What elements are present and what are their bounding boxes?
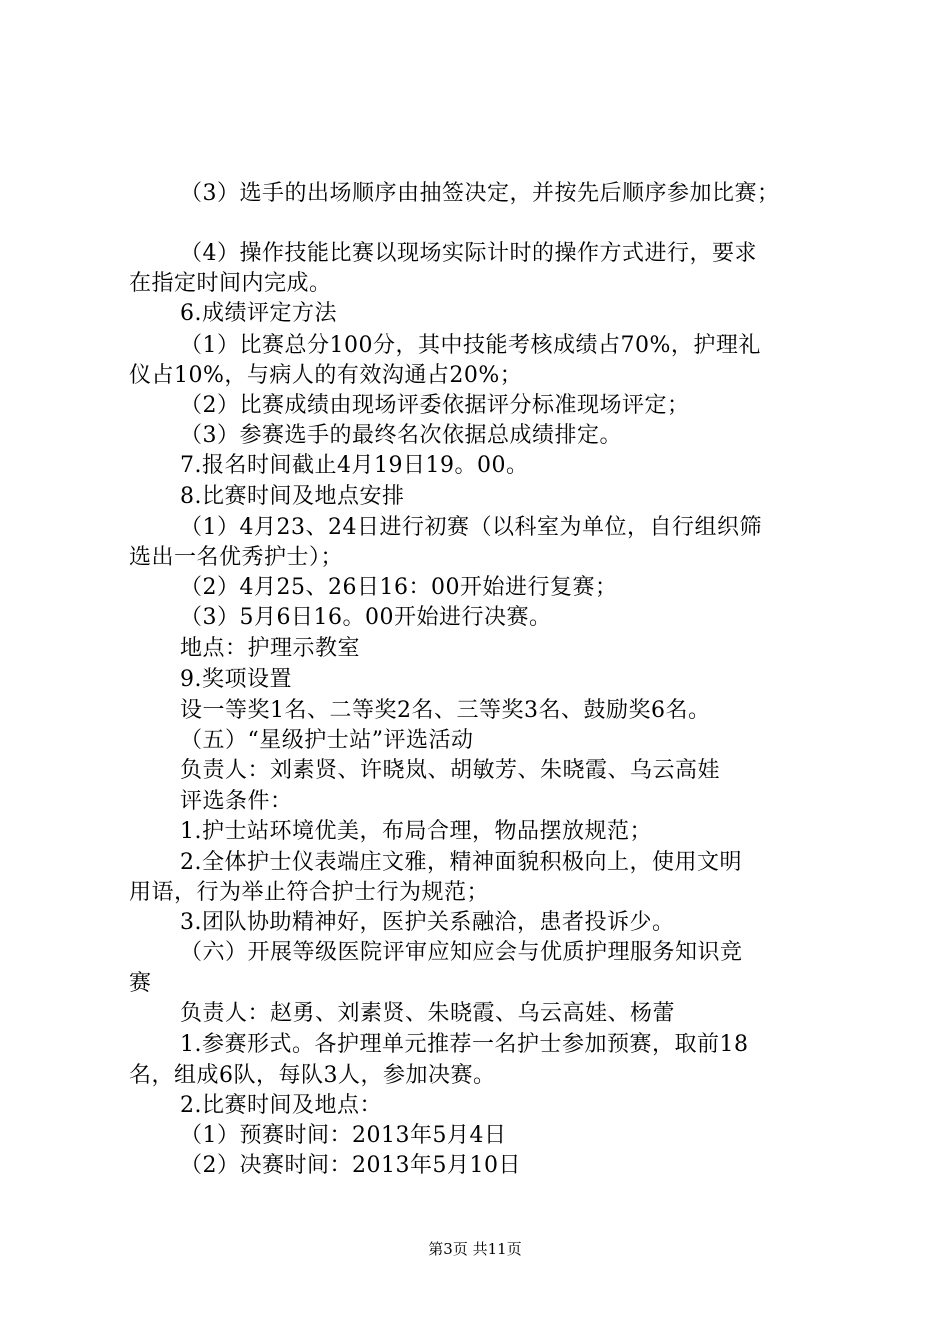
page-footer: 第3页 共11页 xyxy=(428,1240,522,1258)
paragraph-line: 用语，行为举止符合护士行为规范； xyxy=(129,880,490,905)
paragraph-line: 选出一名优秀护士）； xyxy=(129,545,344,570)
paragraph-line: 仪占10%，与病人的有效沟通占20%； xyxy=(129,363,523,388)
paragraph-line: 3.团队协助精神好，医护关系融洽，患者投诉少。 xyxy=(180,910,675,935)
paragraph-line: 地点：护理示教室 xyxy=(180,636,361,661)
paragraph-line: （3）选手的出场顺序由抽签决定，并按先后顺序参加比赛； xyxy=(180,181,780,206)
paragraph-line: （1）4月23、24日进行初赛（以科室为单位，自行组织筛 xyxy=(180,515,762,540)
section-heading: 9.奖项设置 xyxy=(180,667,292,692)
paragraph-line: （2）决赛时间：2013年5月10日 xyxy=(180,1153,521,1178)
paragraph-line: 负责人：刘素贤、许晓岚、胡敏芳、朱晓霞、乌云高娃 xyxy=(180,758,721,783)
paragraph-line: （3）5月6日16。00开始进行决赛。 xyxy=(180,605,552,630)
paragraph-line: 设一等奖1名、二等奖2名、三等奖3名、鼓励奖6名。 xyxy=(180,698,711,723)
paragraph-line: （1）预赛时间：2013年5月4日 xyxy=(180,1123,507,1148)
section-heading: 2.比赛时间及地点： xyxy=(180,1093,382,1118)
paragraph-line: 2.全体护士仪表端庄文雅，精神面貌积极向上，使用文明 xyxy=(180,850,742,875)
paragraph-line: 评选条件： xyxy=(180,789,293,814)
section-heading: （五）“星级护士站”评选活动 xyxy=(180,728,474,753)
paragraph-line: 1.护士站环境优美，布局合理，物品摆放规范； xyxy=(180,819,652,844)
section-heading: 赛 xyxy=(129,971,152,996)
section-heading: 7.报名时间截止4月19日19。00。 xyxy=(180,453,529,478)
paragraph-line: （2）4月25、26日16：00开始进行复赛； xyxy=(180,575,618,600)
paragraph-line: （2）比赛成绩由现场评委依据评分标准现场评定； xyxy=(180,393,690,418)
section-heading: 8.比赛时间及地点安排 xyxy=(180,484,405,509)
paragraph-line: 1.参赛形式。各护理单元推荐一名护士参加预赛，取前18 xyxy=(180,1032,749,1057)
paragraph-line: 在指定时间内完成。 xyxy=(129,271,332,296)
paragraph-line: （4）操作技能比赛以现场实际计时的操作方式进行，要求 xyxy=(180,241,757,266)
paragraph-line: （1）比赛总分100分，其中技能考核成绩占70%，护理礼 xyxy=(180,333,761,358)
paragraph-line: （3）参赛选手的最终名次依据总成绩排定。 xyxy=(180,423,622,448)
section-heading: 6.成绩评定方法 xyxy=(180,301,337,326)
paragraph-line: 名，组成6队，每队3人，参加决赛。 xyxy=(129,1063,496,1088)
paragraph-line: 负责人：赵勇、刘素贤、朱晓霞、乌云高娃、杨蕾 xyxy=(180,1001,676,1026)
section-heading: （六）开展等级医院评审应知应会与优质护理服务知识竞 xyxy=(180,940,743,965)
